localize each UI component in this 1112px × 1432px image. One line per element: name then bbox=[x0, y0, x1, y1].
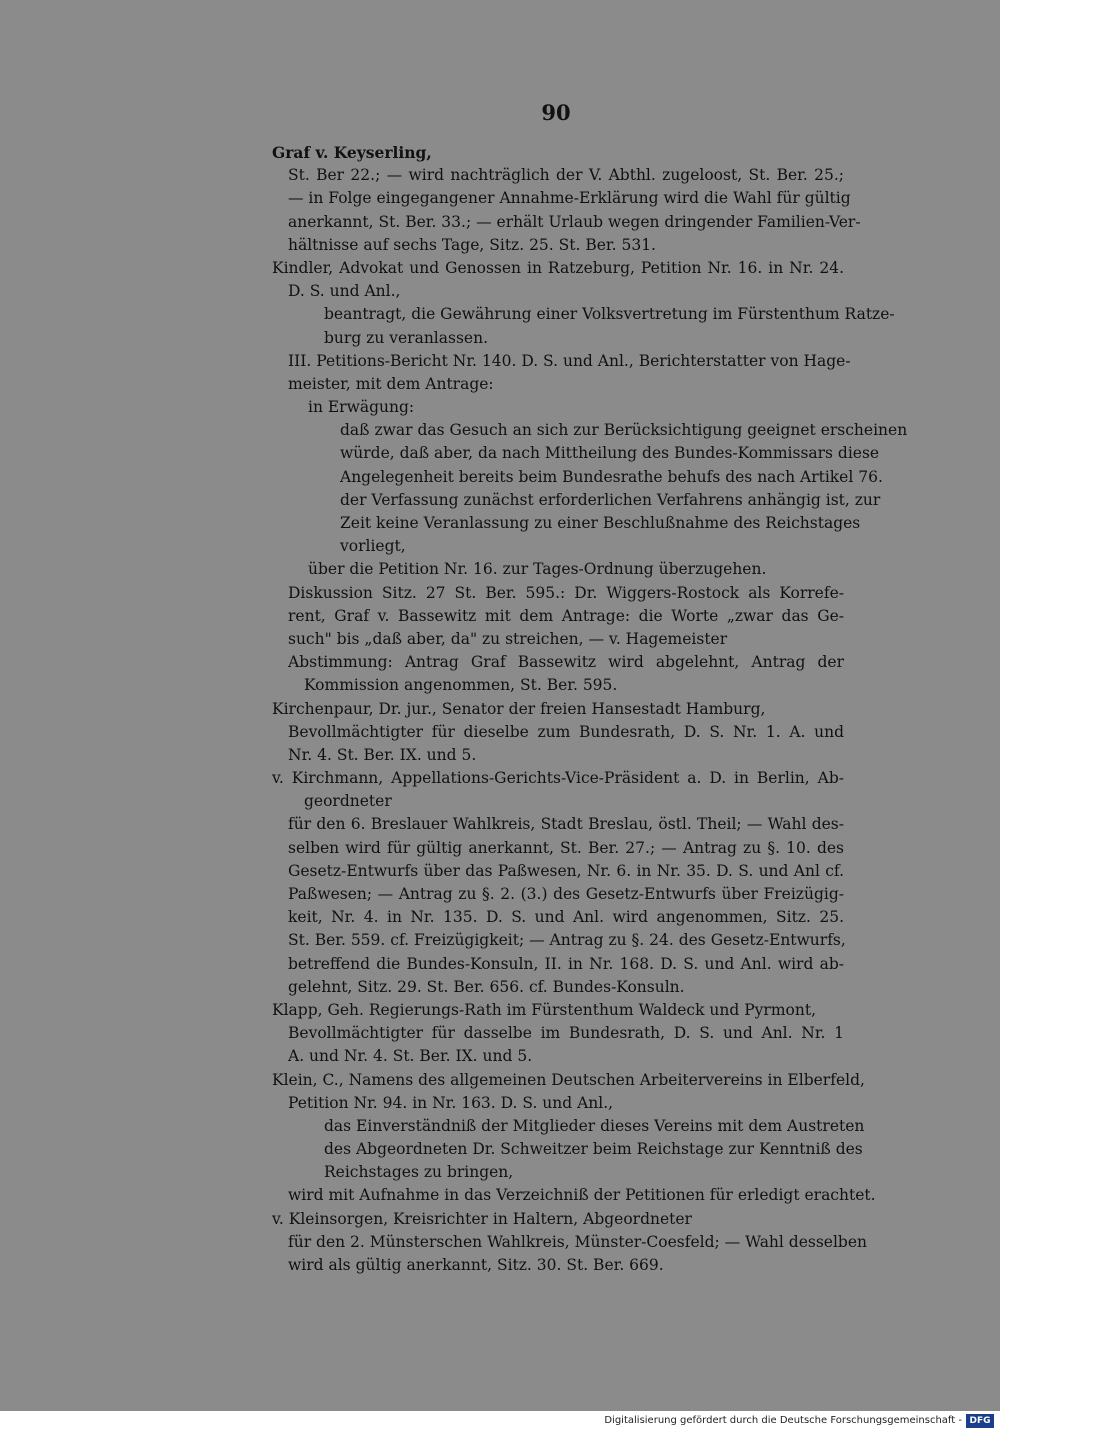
text-line: meister, mit dem Antrage: bbox=[288, 374, 494, 393]
text-line: burg zu veranlassen. bbox=[324, 328, 488, 347]
text-line: v. Kirchmann, Appellations-Gerichts-Vice-Präsident a. D. in Berlin, Ab- bbox=[272, 769, 844, 788]
text-line: daß zwar das Gesuch an sich zur Berücksichtigung geeignet erscheinen bbox=[340, 421, 908, 440]
text-line: anerkannt, St. Ber. 33.; — erhält Urlaub wegen dringender Familien-Ver- bbox=[288, 212, 861, 231]
text-line: A. und Nr. 4. St. Ber. IX. und 5. bbox=[288, 1047, 533, 1066]
text-line: Klapp, Geh. Regierungs-Rath im Fürstenthum Waldeck und Pyrmont, bbox=[272, 1000, 816, 1019]
text-line: Abstimmung: Antrag Graf Bassewitz wird abgelehnt, Antrag der bbox=[288, 653, 844, 672]
text-line: St. Ber. 559. cf. Freizügigkeit; — Antrag zu §. 24. des Gesetz-Entwurfs, bbox=[288, 931, 846, 950]
text-line: such" bis „daß aber, da" zu streichen, — v. Hagemeister bbox=[288, 629, 728, 648]
text-line: Kommission angenommen, St. Ber. 595. bbox=[304, 676, 618, 695]
text-line: Angelegenheit bereits beim Bundesrathe behufs des nach Artikel 76. bbox=[340, 467, 883, 486]
text-line: das Einverständniß der Mitglieder dieses Vereins mit dem Austreten bbox=[324, 1116, 865, 1135]
text-line: Petition Nr. 94. in Nr. 163. D. S. und Anl., bbox=[288, 1093, 614, 1112]
text-line: würde, daß aber, da nach Mittheilung des Bundes-Kommissars diese bbox=[340, 444, 880, 463]
dfg-logo-icon: DFG bbox=[966, 1414, 994, 1428]
text-line: des Abgeordneten Dr. Schweitzer beim Reichstage zur Kenntniß des bbox=[324, 1140, 863, 1159]
text-line: vorliegt, bbox=[340, 537, 406, 556]
text-line: über die Petition Nr. 16. zur Tages-Ordnung überzugehen. bbox=[308, 560, 767, 579]
text-line: der Verfassung zunächst erforderlichen Verfahrens anhängig ist, zur bbox=[340, 490, 881, 509]
text-line: Bevollmächtigter für dasselbe im Bundesrath, D. S. und Anl. Nr. 1 bbox=[288, 1024, 844, 1043]
text-line: betreffend die Bundes-Konsuln, II. in Nr. 168. D. S. und Anl. wird ab- bbox=[288, 954, 844, 973]
footer-credit: Digitalisierung gefördert durch die Deutsche Forschungsgemeinschaft - bbox=[604, 1415, 962, 1426]
text-line: St. Ber 22.; — wird nachträglich der V. Abthl. zugeloost, St. Ber. 25.; bbox=[288, 166, 844, 185]
text-line: keit, Nr. 4. in Nr. 135. D. S. und Anl. wird angenommen, Sitz. 25. bbox=[288, 908, 844, 927]
text-line: Nr. 4. St. Ber. IX. und 5. bbox=[288, 745, 477, 764]
text-line: Kirchenpaur, Dr. jur., Senator der freien Hansestadt Hamburg, bbox=[272, 699, 766, 718]
text-line: in Erwägung: bbox=[308, 398, 415, 417]
text-line: Bevollmächtigter für dieselbe zum Bundesrath, D. S. Nr. 1. A. und bbox=[288, 722, 844, 741]
text-line: Kindler, Advokat und Genossen in Ratzeburg, Petition Nr. 16. in Nr. 24. bbox=[272, 258, 844, 277]
text-line: beantragt, die Gewährung einer Volksvertretung im Fürstenthum Ratze- bbox=[324, 305, 895, 324]
text-line: — in Folge eingegangener Annahme-Erklärung wird die Wahl für gültig bbox=[288, 189, 851, 208]
text-line: Paßwesen; — Antrag zu §. 2. (3.) des Gesetz-Entwurfs über Freizügig- bbox=[288, 885, 844, 903]
text-line: Zeit keine Veranlassung zu einer Beschlußnahme des Reichstages bbox=[340, 514, 861, 532]
text-line: wird als gültig anerkannt, Sitz. 30. St. Ber. 669. bbox=[288, 1256, 664, 1274]
text-line: selben wird für gültig anerkannt, St. Ber. 27.; — Antrag zu §. 10. des bbox=[288, 838, 844, 857]
text-line: gelehnt, Sitz. 29. St. Ber. 656. cf. Bundes-Konsuln. bbox=[288, 977, 685, 996]
text-line: wird mit Aufnahme in das Verzeichniß der Petitionen für erledigt erachtet. bbox=[288, 1186, 876, 1205]
text-line: für den 2. Münsterschen Wahlkreis, Münster-Coesfeld; — Wahl desselben bbox=[288, 1232, 868, 1251]
page-number: 90 bbox=[541, 100, 571, 125]
text-line: Gesetz-Entwurfs über das Paßwesen, Nr. 6. in Nr. 35. D. S. und Anl cf. bbox=[288, 861, 844, 880]
footer-bar bbox=[0, 1411, 1000, 1432]
text-line: hältnisse auf sechs Tage, Sitz. 25. St. Ber. 531. bbox=[288, 235, 656, 254]
text-line: D. S. und Anl., bbox=[288, 282, 401, 301]
text-line: III. Petitions-Bericht Nr. 140. D. S. und Anl., Berichterstatter von Hage- bbox=[288, 351, 851, 370]
index-entries bbox=[272, 141, 908, 1277]
text-line: Klein, C., Namens des allgemeinen Deutschen Arbeitervereins in Elberfeld, bbox=[272, 1070, 865, 1089]
text-line: geordneter bbox=[304, 792, 392, 811]
text-line: Reichstages zu bringen, bbox=[324, 1163, 514, 1182]
text-line: Graf v. Keyserling, bbox=[272, 143, 432, 162]
text-line: rent, Graf v. Bassewitz mit dem Antrage: die Worte „zwar das Ge- bbox=[288, 606, 844, 625]
text-line: für den 6. Breslauer Wahlkreis, Stadt Breslau, östl. Theil; — Wahl des- bbox=[288, 815, 844, 834]
text-line: Diskussion Sitz. 27 St. Ber. 595.: Dr. Wiggers-Rostock als Korrefe- bbox=[288, 583, 844, 602]
text-line: v. Kleinsorgen, Kreisrichter in Haltern, Abgeordneter bbox=[272, 1209, 692, 1228]
